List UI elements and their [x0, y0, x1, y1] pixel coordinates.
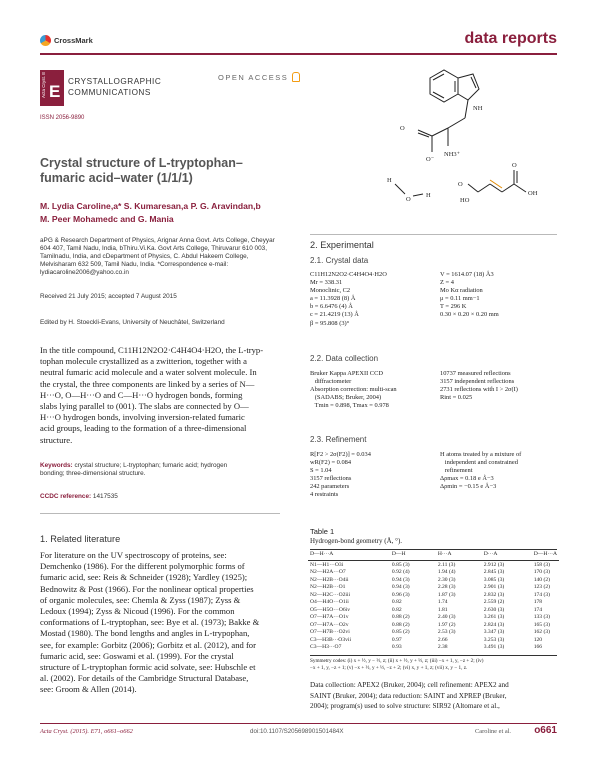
affiliation-line: 604 407, Tamil Nadu, India, bThiru.Vi.Ka. Govt Arts College, Thiruvarur 610 003, [40, 245, 267, 253]
crystal-data-right [440, 271, 499, 320]
crystal-data-item: c = 21.4219 (13) Å [310, 311, 359, 319]
crystal-data-item: a = 11.3928 (8) Å [310, 295, 356, 303]
table-cell: 0.92 (4) [391, 569, 410, 575]
crystal-data-item: b = 6.6476 (4) Å [310, 303, 353, 311]
label-h1: H [387, 177, 392, 184]
journal-letter: E [49, 82, 61, 101]
table-cell: 0.96 (3) [391, 591, 410, 598]
refinement-item: 242 parameters [310, 483, 350, 491]
table-cell: 0.82 [391, 606, 402, 613]
crystal-data-item: V = 1614.07 (18) Å3 [440, 271, 494, 278]
table-cell: 1.97 (2) [437, 621, 456, 628]
table-cell: 174 [533, 606, 543, 613]
fumaric-bond [502, 184, 514, 192]
paragraph-line: SAINT (Bruker, 2004); data reduction: SAINT and XPREP (Bruker, [310, 691, 507, 700]
table-cell: 0.88 (2) [391, 621, 410, 628]
hydrogen-bond-table [308, 551, 559, 652]
water-bond [395, 184, 405, 194]
table-title: Table 1 [310, 527, 335, 536]
tryptophan-structure [395, 70, 526, 196]
refinement-item: Δρmin = −0.15 e Å−3 [440, 483, 497, 491]
table-caption: Hydrogen-bond geometry (Å, °). [310, 537, 403, 545]
data-collection-item: 3157 independent reflections [440, 378, 515, 386]
open-lock-icon [292, 72, 300, 82]
table-cell: 120 [533, 636, 543, 643]
affiliation-line: lydiacaroline2006@yahoo.co.in [40, 269, 129, 277]
edited-by: Edited by H. Stoeckli-Evans, University of Neuchâtel, Switzerland [40, 319, 225, 326]
table-cell: 1.74 [437, 599, 448, 605]
label-h2: H [426, 192, 431, 199]
data-collection-right [440, 370, 518, 402]
water-bond [413, 194, 423, 196]
table-cell: 1.81 [437, 606, 448, 613]
refinement-item: R[F2 > 2σ(F2)] = 0.034 [310, 451, 371, 458]
table-cell: 2.845 (3) [483, 569, 505, 575]
related-line: Bednowitz & Post (1966). For the nonlinear optical properties [40, 583, 254, 594]
received-date: Received 21 July 2015; accepted 7 August 2015 [40, 293, 177, 300]
footer-doi[interactable]: doi:10.1107/S205698901501484X [250, 728, 344, 735]
refinement-item: independent and constrained [440, 459, 518, 467]
authors [40, 200, 261, 225]
table-cell: 2.912 (3) [483, 561, 505, 568]
section-label: data reports [464, 30, 557, 47]
table-cell: 3.085 (3) [483, 576, 505, 583]
data-collection-item: diffractometer [310, 378, 352, 386]
table-row [308, 577, 559, 585]
table-row [308, 592, 559, 600]
title-line1: Crystal structure of L-tryptophan– [40, 156, 243, 170]
table-cell: 3.347 (3) [483, 629, 505, 635]
refinement-item: Δρmax = 0.18 e Å−3 [440, 475, 494, 483]
table-header-cell: D—H [391, 551, 406, 557]
authors-line2: M. Peer Mohamedc and G. Mania [40, 213, 174, 224]
table-cell: 2.30 (3) [437, 576, 456, 583]
data-collection-item: Rint = 0.025 [440, 394, 473, 402]
label-o-fum2: O [512, 162, 517, 169]
table-row [308, 637, 559, 645]
table-cell: 178 [533, 599, 543, 605]
fumaric-bond [478, 184, 490, 192]
related-line: fumaric acid, see: Reis & Schneider (1928); Yardley (1925); [40, 572, 248, 583]
table-cell: 165 (3) [533, 621, 550, 628]
keywords-line2: bonding; three-dimensional structure. [40, 470, 146, 478]
label-o-minus: O⁻ [426, 156, 435, 163]
related-line: structure of L-tryptophan formic acid solvate, see: Hubschle et [40, 662, 256, 673]
benzene-ring [430, 70, 458, 102]
journal-name-line2: COMMUNICATIONS [68, 88, 151, 97]
table-cell: 2.11 (3) [437, 561, 456, 568]
related-line: Demchenko (1986). For the different polymorphic forms of [40, 561, 245, 572]
table-cell: O5—H5O···O6iv [310, 606, 351, 613]
table-cell: 0.94 (3) [391, 584, 410, 590]
data-collection-item: Absorption correction: multi-scan [310, 386, 397, 394]
open-access-badge [218, 72, 300, 82]
table-row [308, 622, 559, 630]
open-access-label: OPEN ACCESS [218, 72, 289, 82]
related-heading: 1. Related literature [40, 534, 121, 544]
table-cell: 0.85 (3) [391, 561, 410, 568]
abstract-line: slabs lying parallel to (001). The slabs are connected by O— [40, 401, 249, 412]
related-line: of organic molecules, see: Chemla & Zyss (1987); Zyss & [40, 594, 241, 605]
label-oh: OH [528, 190, 538, 197]
table-cell: N1—H1···O3i [310, 561, 344, 568]
data-collection-item: Bruker Kappa APEXII CCD [310, 370, 383, 377]
table-header-cell: D—H···A [533, 551, 557, 557]
refinement-right [440, 451, 521, 491]
divider [40, 513, 280, 514]
abstract [40, 345, 275, 446]
divider [310, 234, 557, 235]
side-chain-bond [448, 118, 465, 128]
table-row [308, 569, 559, 577]
table-row [308, 607, 559, 615]
table-cell: N2—H2B···O1 [310, 584, 346, 590]
crystal-data-item: μ = 0.11 mm−1 [440, 295, 480, 303]
table-cell: 0.82 [391, 599, 402, 605]
refinement-item: refinement [440, 467, 473, 475]
table-rule-bottom [310, 655, 557, 656]
label-o-water: O [406, 196, 411, 203]
authors-line1: M. Lydia Caroline,a* S. Kumaresan,a P. G. Aravindan,b [40, 201, 261, 211]
footer-authors: Caroline et al. [475, 728, 512, 735]
abstract-line: H···O, O—H···O and C—H···O hydrogen bonds, forming [40, 389, 243, 400]
ccdc-label: CCDC reference: [40, 493, 92, 500]
table-cell: O4—H4O···O1ii [310, 599, 349, 605]
journal-logo [40, 70, 64, 106]
side-chain-bond [465, 100, 468, 118]
related-text [40, 550, 275, 696]
table-cell: 162 (3) [533, 629, 550, 635]
table-cell: 166 [533, 644, 543, 650]
abstract-line: H···O hydrogen bonds, involving inversion-related fumaric [40, 412, 245, 423]
table-row [308, 584, 559, 592]
crystal-data-item: Mo Kα radiation [440, 287, 483, 295]
abstract-line: neutral fumaric acid molecule and a water solvent molecule. In [40, 367, 257, 378]
table-cell: 2.832 (3) [483, 591, 505, 598]
footer-citation: Acta Cryst. (2015). E71, o661–o662 [40, 728, 133, 735]
table-row [308, 562, 559, 570]
table-cell: 3.491 (3) [483, 644, 505, 650]
data-collection-item: Tmin = 0.898, Tmax = 0.978 [310, 402, 389, 410]
abstract-line: tophan molecule crystallized as a zwitterion, together with a [40, 356, 247, 367]
table-row [308, 644, 559, 652]
ccdc-reference [40, 493, 118, 501]
table-cell: 2.40 (3) [437, 614, 456, 620]
experimental-heading: 2. Experimental [310, 240, 374, 250]
table-header-cell: D···A [483, 551, 498, 557]
related-line: Ledoux (1994); Zyss & Nicoud (1996). For the common [40, 606, 235, 617]
table-cell: C3—H3B···O3vii [310, 636, 352, 643]
table-cell: 0.94 (3) [391, 576, 410, 583]
molecule-diagram [340, 62, 570, 238]
table-cell: 158 (3) [533, 561, 550, 568]
keywords-label: Keywords: [40, 462, 73, 469]
table-cell: 2.53 (3) [437, 629, 456, 635]
refinement-item: S = 1.04 [310, 467, 332, 475]
table-cell: 0.85 (2) [391, 629, 410, 635]
table-cell: 2.28 (3) [437, 584, 456, 590]
table-cell: 140 (2) [533, 576, 550, 583]
table-cell: O7—H7B···O2vi [310, 629, 350, 635]
journal-name-line1: CRYSTALLOGRAPHIC [68, 77, 162, 86]
side-chain-bond [432, 128, 448, 136]
table-cell: 2.824 (3) [483, 621, 505, 628]
crystal-data-item: 0.30 × 0.20 × 0.20 mm [440, 311, 499, 319]
table-cell: 2.66 [437, 636, 448, 643]
related-line: al. (2002). For details of the Cambridge Structural Database, [40, 673, 249, 684]
table-cell: 0.93 [391, 644, 402, 650]
crystal-data-item: Z = 4 [440, 279, 454, 287]
label-nh3: NH3⁺ [444, 151, 461, 158]
table-cell: N2—H2B···O4ii [310, 576, 349, 583]
table-cell: 3.253 (3) [483, 636, 505, 643]
keywords [40, 462, 280, 478]
crystal-data-item: Mr = 338.31 [310, 279, 343, 287]
table-cell: 2.559 (2) [483, 599, 505, 605]
crossmark-label: CrossMark [54, 36, 93, 45]
related-line: conformations of L-tryptophan, see: Bye et al. (1973); Bakke & [40, 617, 260, 628]
table-row [308, 599, 559, 607]
symmetry-codes [310, 658, 557, 672]
table-cell: 174 (3) [533, 591, 550, 598]
table-row [308, 629, 559, 637]
related-line: Mostad (1980). The bond lengths and angles in L-trypophan, [40, 628, 250, 639]
label-o: O [400, 125, 405, 132]
table-cell: O7—H7A···O1v [310, 614, 349, 620]
abstract-line: the crystal, the three components are linked by a series of N— [40, 378, 255, 389]
symmetry-line1: Symmetry codes: (i) x + ½, y − ½, z; (ii) x + ½, y + ½, z; (iii) −x + 1, y, −z + 2; (iv) [310, 658, 484, 664]
abstract-line: acid groups, leading to the formation of a three-dimensional [40, 423, 247, 434]
table-cell: 2.38 [437, 644, 448, 650]
crystal-data-heading: 2.1. Crystal data [310, 256, 369, 265]
related-line: For literature on the UV spectroscopy of proteins, see: [40, 550, 227, 560]
refinement-left [310, 451, 371, 500]
data-collection-heading: 2.2. Data collection [310, 354, 379, 363]
data-collection-item: (SADABS; Bruker, 2004) [310, 394, 382, 402]
abstract-line: structure. [40, 434, 73, 445]
refinement-item: 4 restraints [310, 491, 339, 499]
table-row [308, 614, 559, 622]
crystal-data-item: T = 296 K [440, 303, 467, 311]
table-header-cell: D—H···A [310, 551, 334, 557]
abstract-line: In the title compound, C11H12N2O2·C4H4O4·H2O, the L-tryp- [40, 345, 264, 355]
header-rule [40, 53, 557, 55]
table-header-row [308, 551, 559, 559]
fumaric-bond [514, 184, 526, 192]
footer-rule [40, 723, 557, 724]
table-cell: 0.97 [391, 636, 402, 643]
affiliation-line: Melvisharam 632 509, Tamil Nadu, India. *Correspondence e-mail: [40, 261, 229, 269]
related-line: see: Groom & Allen (2014). [40, 684, 137, 695]
table-cell: 170 (3) [533, 569, 550, 575]
table-cell: 133 (3) [533, 614, 550, 620]
table-cell: 1.87 (3) [437, 591, 456, 598]
fumaric-bond [468, 184, 478, 192]
table-rule-top [310, 549, 557, 550]
journal-badge-text: Acta Cryst. E [41, 71, 46, 98]
paragraph-line: 2004); program(s) used to solve structure: SIR92 (Altomare et al., [310, 702, 500, 710]
data-collection-paragraph [310, 680, 557, 712]
crystal-data-item: C11H12N2O2·C4H4O4·H2O [310, 271, 387, 278]
crossmark-icon [40, 35, 51, 46]
issn: ISSN 2056-9890 [40, 115, 85, 121]
data-collection-item: 2731 reflections with I > 2σ(I) [440, 386, 518, 394]
refinement-item: 3157 reflections [310, 475, 352, 483]
table-cell: 3.261 (3) [483, 614, 505, 620]
paragraph-line: Data collection: APEX2 (Bruker, 2004); cell refinement: APEX2 and [310, 681, 509, 689]
affiliation-line: aPG & Research Department of Physics, Arignar Anna Govt. Arts College, Cheyyar [40, 237, 275, 244]
affiliations [40, 237, 280, 277]
table-cell: N2—H2A···O7 [310, 569, 346, 575]
affiliation-line: Tamilnadu, India, and cDepartment of Physics, C. Abdul Hakeem College, [40, 253, 249, 261]
page-number: o661 [534, 725, 557, 736]
journal-name [68, 76, 161, 98]
table-cell: N2—H2C···O2iii [310, 591, 351, 598]
fumaric-bond [490, 184, 502, 192]
crystal-data-left [310, 271, 387, 328]
symmetry-line2: −x + 1, y, −z + 1; (v) −x + ½, y + ½, −z + 2; (vi) x, y + 1, z; (vii) x, y − 1, z. [310, 665, 468, 671]
label-nh: NH [473, 105, 483, 112]
table-header-cell: H···A [437, 551, 452, 557]
table-cell: 2.901 (3) [483, 584, 505, 590]
table-cell: 2.630 (3) [483, 606, 505, 613]
label-o-fum1: O [458, 181, 463, 188]
table-cell: 0.88 (2) [391, 614, 410, 620]
table-cell: 123 (2) [533, 584, 550, 590]
ccdc-value: 1417535 [91, 493, 118, 500]
title-line2: fumaric acid–water (1/1/1) [40, 171, 193, 185]
fumaric-double-bond [490, 180, 502, 188]
data-collection-left [310, 370, 397, 410]
table-cell: O7—H7A···O2v [310, 621, 349, 628]
table-cell: C3—H3···O7 [310, 644, 342, 650]
crystal-data-item: β = 95.808 (3)° [310, 319, 350, 327]
related-line: see, for example: Gorbitz (2006); Gorbitz et al. (2012), and for [40, 639, 256, 650]
crossmark-logo[interactable] [40, 35, 93, 46]
label-ho: HO [460, 197, 470, 204]
data-collection-item: 10737 measured reflections [440, 370, 511, 377]
refinement-item: wR(F2) = 0.084 [310, 459, 352, 467]
refinement-heading: 2.3. Refinement [310, 435, 367, 444]
refinement-item: H atoms treated by a mixture of [440, 451, 522, 458]
keywords-line1: crystal structure; L-tryptophan; fumaric acid; hydrogen [72, 462, 228, 469]
related-line: fumaric acid, see: Goswami et al. (1999). For the crystal [40, 650, 234, 661]
table-cell: 1.94 (4) [437, 569, 456, 575]
crystal-data-item: Monoclinic, C2 [310, 287, 351, 295]
article-title [40, 156, 243, 186]
